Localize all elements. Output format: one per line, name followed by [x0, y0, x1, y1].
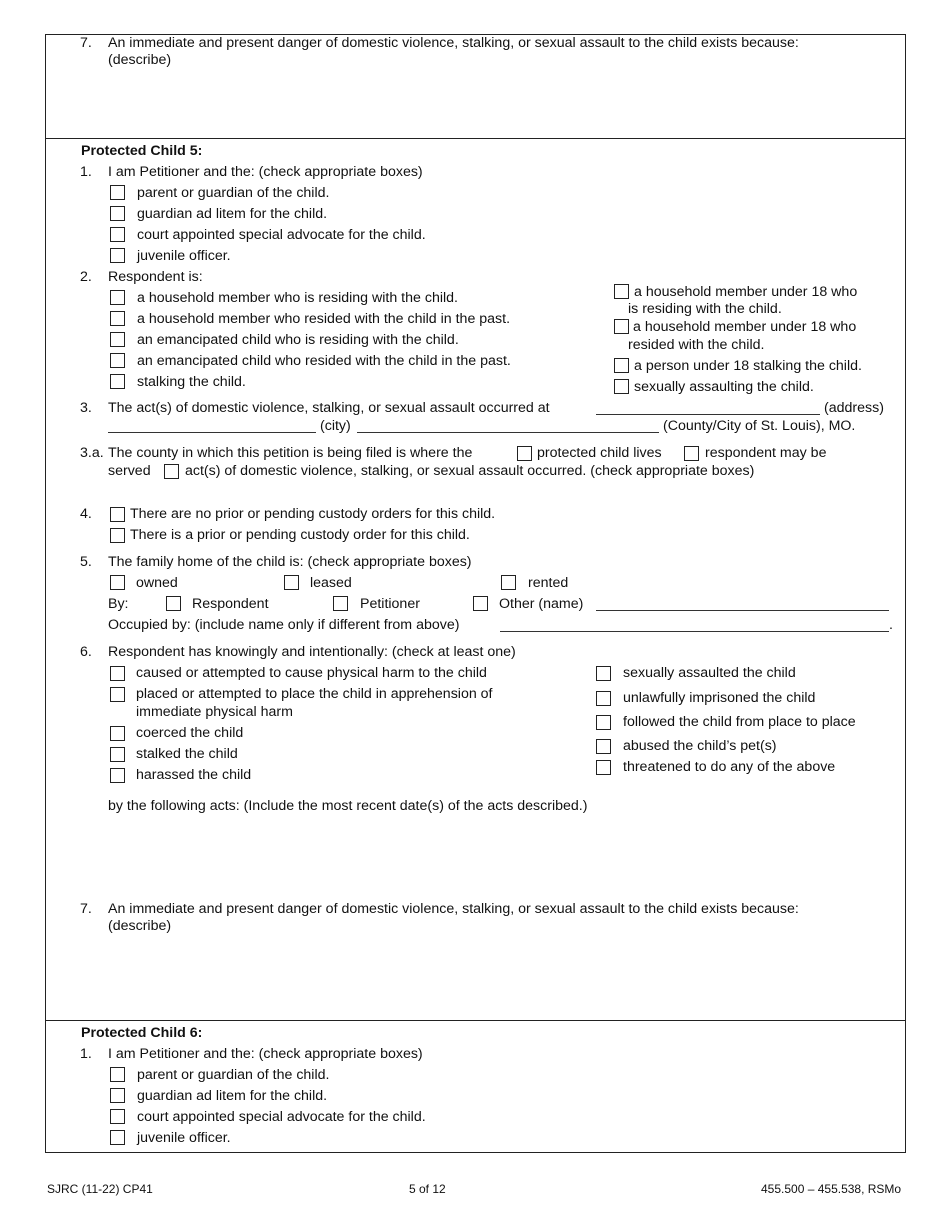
checkbox-by-petitioner[interactable]: [333, 596, 348, 611]
option-label: juvenile officer.: [137, 1130, 231, 1146]
checkbox-stalked[interactable]: [110, 747, 125, 762]
family-home-question: The family home of the child is: (check appropriate boxes): [108, 554, 472, 570]
option-label: guardian ad litem for the child.: [137, 206, 328, 222]
acts-description-label: by the following acts: (Include the most recent date(s) of the acts described.): [108, 798, 588, 814]
option-label-cont: served: [108, 463, 151, 479]
option-label: stalked the child: [136, 746, 238, 762]
item-number: 6.: [80, 644, 92, 660]
option-label: sexually assaulting the child.: [634, 379, 814, 395]
checkbox-casa[interactable]: [110, 227, 125, 242]
venue-question: The county in which this petition is being filed is where the: [108, 445, 473, 461]
line-end-period: .: [889, 617, 893, 633]
checkbox-no-custody-orders[interactable]: [110, 507, 125, 522]
section-heading: Protected Child 5:: [81, 143, 203, 159]
option-label: court appointed special advocate for the child.: [137, 227, 426, 243]
option-label: Petitioner: [360, 596, 420, 612]
checkbox-custody-order-exists[interactable]: [110, 528, 125, 543]
option-label: coerced the child: [136, 725, 244, 741]
item-number: 1.: [80, 164, 92, 180]
option-label: parent or guardian of the child.: [137, 185, 330, 201]
respondent-question: Respondent is:: [108, 269, 203, 285]
option-label-cont: is residing with the child.: [628, 301, 782, 317]
county-input-line[interactable]: [357, 432, 659, 433]
describe-label: (describe): [108, 918, 172, 934]
option-label: unlawfully imprisoned the child: [623, 690, 816, 706]
danger-statement: An immediate and present danger of domestic violence, stalking, or sexual assault to the child exists because:: [108, 35, 799, 51]
city-label: (city): [320, 418, 351, 434]
option-label: There is a prior or pending custody order for this child.: [130, 527, 470, 543]
item-number: 2.: [80, 269, 92, 285]
checkbox-household-residing[interactable]: [110, 290, 125, 305]
option-label: abused the child’s pet(s): [623, 738, 777, 754]
option-label: owned: [136, 575, 178, 591]
checkbox-sexually-assaulting[interactable]: [614, 379, 629, 394]
city-input-line[interactable]: [108, 432, 316, 433]
checkbox-rented[interactable]: [501, 575, 516, 590]
checkbox-guardian-ad-litem[interactable]: [110, 206, 125, 221]
danger-statement: An immediate and present danger of domestic violence, stalking, or sexual assault to the child exists because:: [108, 901, 799, 917]
respondent-acts-question: Respondent has knowingly and intentionally: (check at least one): [108, 644, 516, 660]
checkbox-parent-guardian[interactable]: [110, 185, 125, 200]
option-label: juvenile officer.: [137, 248, 231, 264]
option-label: Other (name): [499, 596, 584, 612]
address-input-line[interactable]: [596, 414, 820, 415]
location-question: The act(s) of domestic violence, stalking, or sexual assault occurred at: [108, 400, 550, 416]
option-label: Respondent: [192, 596, 269, 612]
checkbox-acts-occurred[interactable]: [164, 464, 179, 479]
option-label: followed the child from place to place: [623, 714, 856, 730]
option-label-cont: resided with the child.: [628, 337, 765, 353]
checkbox-physical-harm[interactable]: [110, 666, 125, 681]
checkbox-emancipated-resided[interactable]: [110, 353, 125, 368]
checkbox-stalking[interactable]: [110, 374, 125, 389]
option-label: an emancipated child who resided with the child in the past.: [137, 353, 511, 369]
by-label: By:: [108, 596, 129, 612]
checkbox-by-respondent[interactable]: [166, 596, 181, 611]
checkbox-juvenile-officer[interactable]: [110, 248, 125, 263]
page-number: 5 of 12: [409, 1182, 446, 1196]
option-label: There are no prior or pending custody orders for this child.: [130, 506, 496, 522]
checkbox-emancipated-residing[interactable]: [110, 332, 125, 347]
form-id: SJRC (11-22) CP41: [47, 1182, 153, 1196]
checkbox-threatened[interactable]: [596, 760, 611, 775]
checkbox-leased[interactable]: [284, 575, 299, 590]
occupied-by-input-line[interactable]: [500, 631, 889, 632]
option-label: leased: [310, 575, 352, 591]
occupied-by-label: Occupied by: (include name only if different from above): [108, 617, 460, 633]
item-number: 7.: [80, 901, 92, 917]
item-number: 3.: [80, 400, 92, 416]
option-label: a household member under 18 who: [633, 319, 857, 335]
item-number: 3.a.: [80, 445, 104, 461]
item-number: 7.: [80, 35, 92, 51]
option-label: guardian ad litem for the child.: [137, 1088, 328, 1104]
checkbox-guardian-ad-litem[interactable]: [110, 1088, 125, 1103]
option-label-cont: immediate physical harm: [136, 704, 293, 720]
option-label: respondent may be: [705, 445, 827, 461]
checkbox-apprehension[interactable]: [110, 687, 125, 702]
checkbox-juvenile-officer[interactable]: [110, 1130, 125, 1145]
petitioner-role-question: I am Petitioner and the: (check appropriate boxes): [108, 164, 423, 180]
option-label: placed or attempted to place the child in apprehension of: [136, 686, 493, 702]
option-label: stalking the child.: [137, 374, 246, 390]
option-label: parent or guardian of the child.: [137, 1067, 330, 1083]
checkbox-parent-guardian[interactable]: [110, 1067, 125, 1082]
checkbox-unlawfully-imprisoned[interactable]: [596, 691, 611, 706]
option-label: an emancipated child who is residing with the child.: [137, 332, 459, 348]
other-name-input-line[interactable]: [596, 610, 889, 611]
checkbox-abused-pets[interactable]: [596, 739, 611, 754]
section-divider: [45, 1020, 906, 1021]
section-divider: [45, 138, 906, 139]
option-label: a person under 18 stalking the child.: [634, 358, 862, 374]
option-label: protected child lives: [537, 445, 662, 461]
checkbox-casa[interactable]: [110, 1109, 125, 1124]
item-number: 4.: [80, 506, 92, 522]
option-label: harassed the child: [136, 767, 252, 783]
statute-reference: 455.500 – 455.538, RSMo: [761, 1182, 902, 1196]
checkbox-respondent-served[interactable]: [684, 446, 699, 461]
checkbox-by-other[interactable]: [473, 596, 488, 611]
checkbox-coerced[interactable]: [110, 726, 125, 741]
petitioner-role-question: I am Petitioner and the: (check appropriate boxes): [108, 1046, 423, 1062]
option-label: rented: [528, 575, 569, 591]
option-label: caused or attempted to cause physical harm to the child: [136, 665, 487, 681]
county-label: (County/City of St. Louis), MO.: [663, 418, 856, 434]
checkbox-minor-stalking[interactable]: [614, 358, 629, 373]
option-label: threatened to do any of the above: [623, 759, 836, 775]
item-number: 5.: [80, 554, 92, 570]
checkbox-child-lives[interactable]: [517, 446, 532, 461]
option-label: a household member who is residing with the child.: [137, 290, 458, 306]
checkbox-household-resided[interactable]: [110, 311, 125, 326]
checkbox-minor-residing[interactable]: [614, 284, 629, 299]
checkbox-sexually-assaulted[interactable]: [596, 666, 611, 681]
checkbox-owned[interactable]: [110, 575, 125, 590]
option-label: a household member who resided with the child in the past.: [137, 311, 511, 327]
checkbox-minor-resided[interactable]: [614, 319, 629, 334]
item-number: 1.: [80, 1046, 92, 1062]
checkbox-followed[interactable]: [596, 715, 611, 730]
checkbox-harassed[interactable]: [110, 768, 125, 783]
option-label: sexually assaulted the child: [623, 665, 796, 681]
describe-label: (describe): [108, 52, 172, 68]
option-label: a household member under 18 who: [634, 284, 858, 300]
option-label: court appointed special advocate for the child.: [137, 1109, 426, 1125]
option-label: act(s) of domestic violence, stalking, or sexual assault occurred. (check appropriate boxes): [185, 463, 755, 479]
address-label: (address): [824, 400, 884, 416]
section-heading: Protected Child 6:: [81, 1025, 203, 1041]
